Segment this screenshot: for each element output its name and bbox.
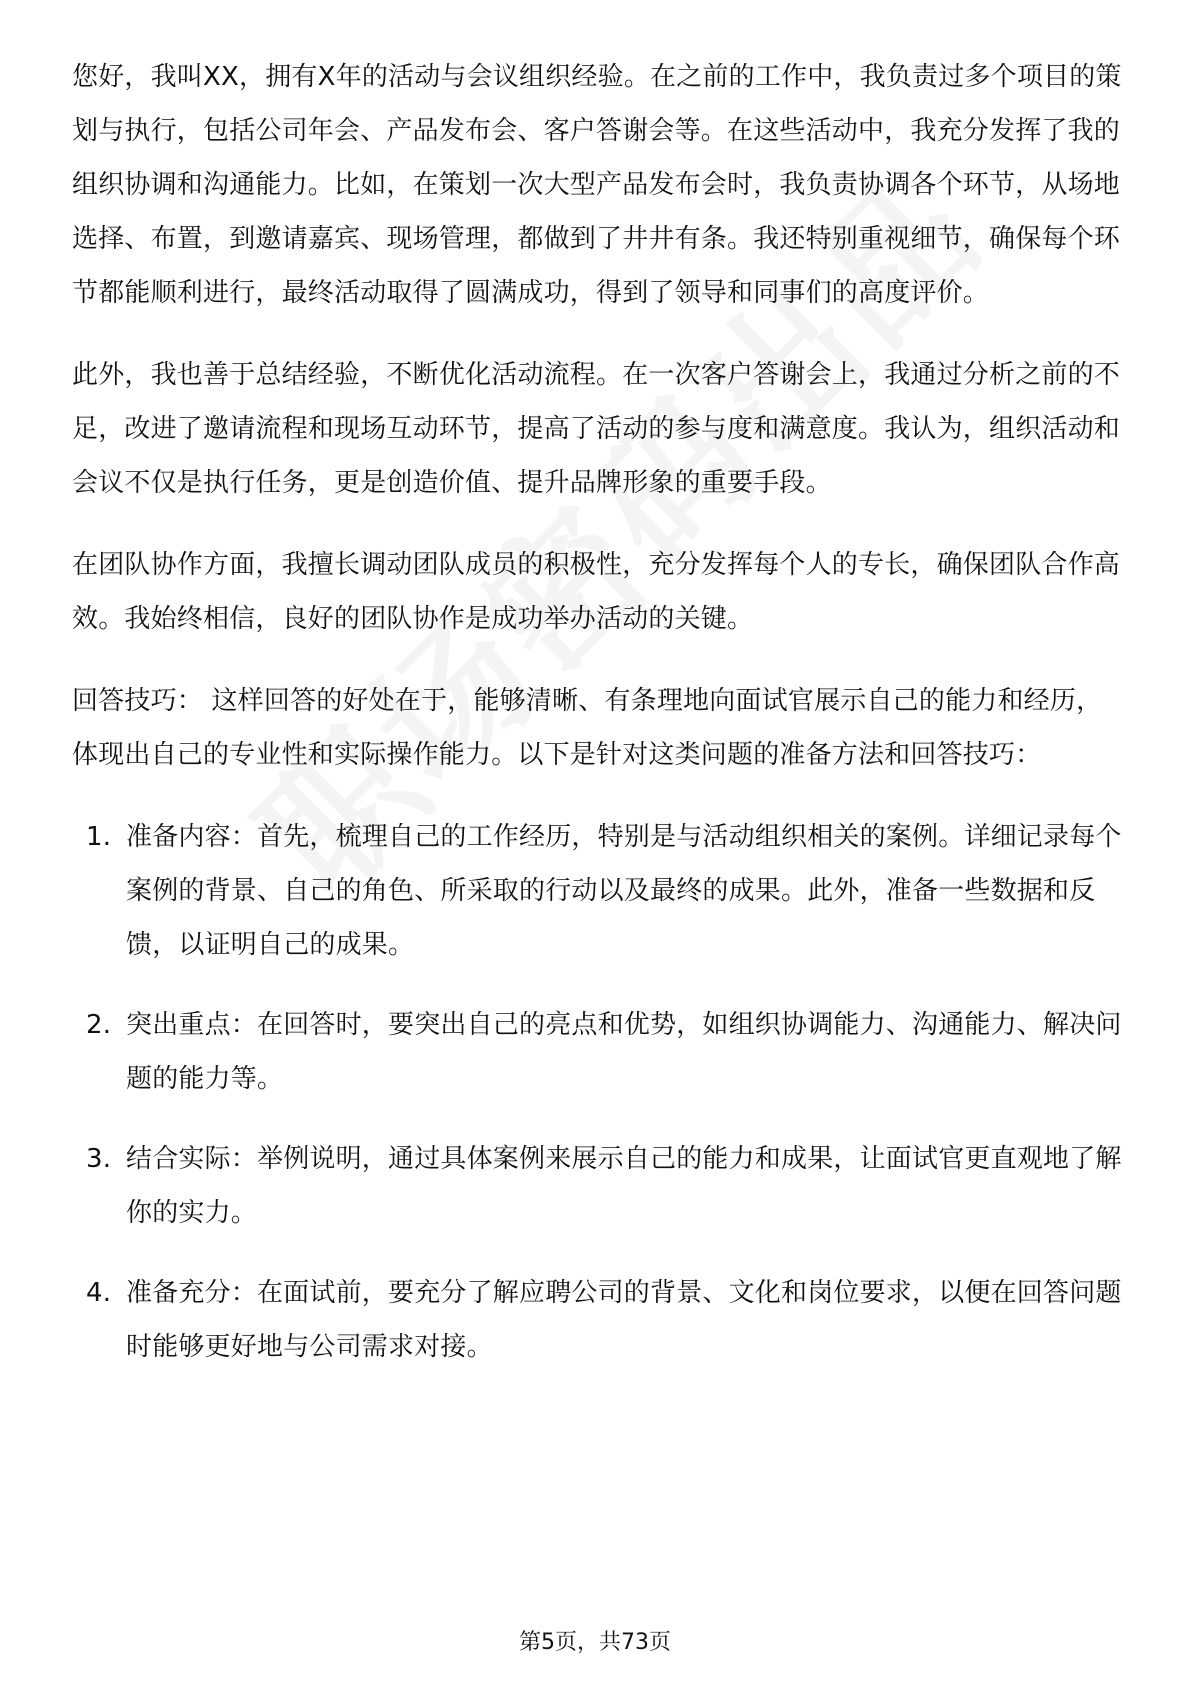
- list-item: [72, 1132, 1122, 1240]
- paragraph-experience: 此外，我也善于总结经验，不断优化活动流程。在一次客户答谢会上，我通过分析之前的不足，改进了邀请流程和现场互动环节，提高了活动的参与度和满意度。我认为，组织活动和会议不仅是执行任务，更是创造价值、提升品牌形象的重要手段。: [72, 360, 1121, 498]
- page-number-footer: 第5页，共73页: [519, 1630, 671, 1655]
- list-item-text: 准备内容：首先，梳理自己的工作经历，特别是与活动组织相关的案例。详细记录每个案例的背景、自己的角色、所采取的行动以及最终的成果。此外，准备一些数据和反馈，以证明自己的成果。: [126, 822, 1122, 960]
- list-item-number: 1.: [86, 822, 112, 852]
- list-item-number: 4.: [86, 1278, 112, 1308]
- list-item: [72, 998, 1122, 1106]
- paragraph-answer-tips: 回答技巧： 这样回答的好处在于，能够清晰、有条理地向面试官展示自己的能力和经历，体现出自己的专业性和实际操作能力。以下是针对这类问题的准备方法和回答技巧：: [72, 686, 1103, 770]
- list-item-number: 2.: [86, 1010, 112, 1040]
- list-item: [72, 1266, 1122, 1374]
- document-body: [72, 50, 1122, 1400]
- list-item-text: 准备充分：在面试前，要充分了解应聘公司的背景、文化和岗位要求，以便在回答问题时能够更好地与公司需求对接。: [126, 1278, 1122, 1362]
- paragraph-intro: 您好，我叫XX，拥有X年的活动与会议组织经验。在之前的工作中，我负责过多个项目的策划与执行，包括公司年会、产品发布会、客户答谢会等。在这些活动中，我充分发挥了我的组织协调和沟通能力。比如，在策划一次大型产品发布会时，我负责协调各个环节，从场地选择、布置，到邀请嘉宾、现场管理，都做到了井井有条。我还特别重视细节，确保每个环节都能顺利进行，最终活动取得了圆满成功，得到了领导和同事们的高度评价。: [72, 62, 1122, 308]
- tips-list: [72, 810, 1122, 1374]
- list-item-number: 3.: [86, 1144, 112, 1174]
- list-item: [72, 810, 1122, 972]
- list-item-text: 结合实际：举例说明，通过具体案例来展示自己的能力和成果，让面试官更直观地了解你的实力。: [126, 1144, 1122, 1228]
- list-item-text: 突出重点：在回答时，要突出自己的亮点和优势，如组织协调能力、沟通能力、解决问题的能力等。: [126, 1010, 1122, 1094]
- paragraph-teamwork: 在团队协作方面，我擅长调动团队成员的积极性，充分发挥每个人的专长，确保团队合作高效。我始终相信，良好的团队协作是成功举办活动的关键。: [72, 550, 1121, 634]
